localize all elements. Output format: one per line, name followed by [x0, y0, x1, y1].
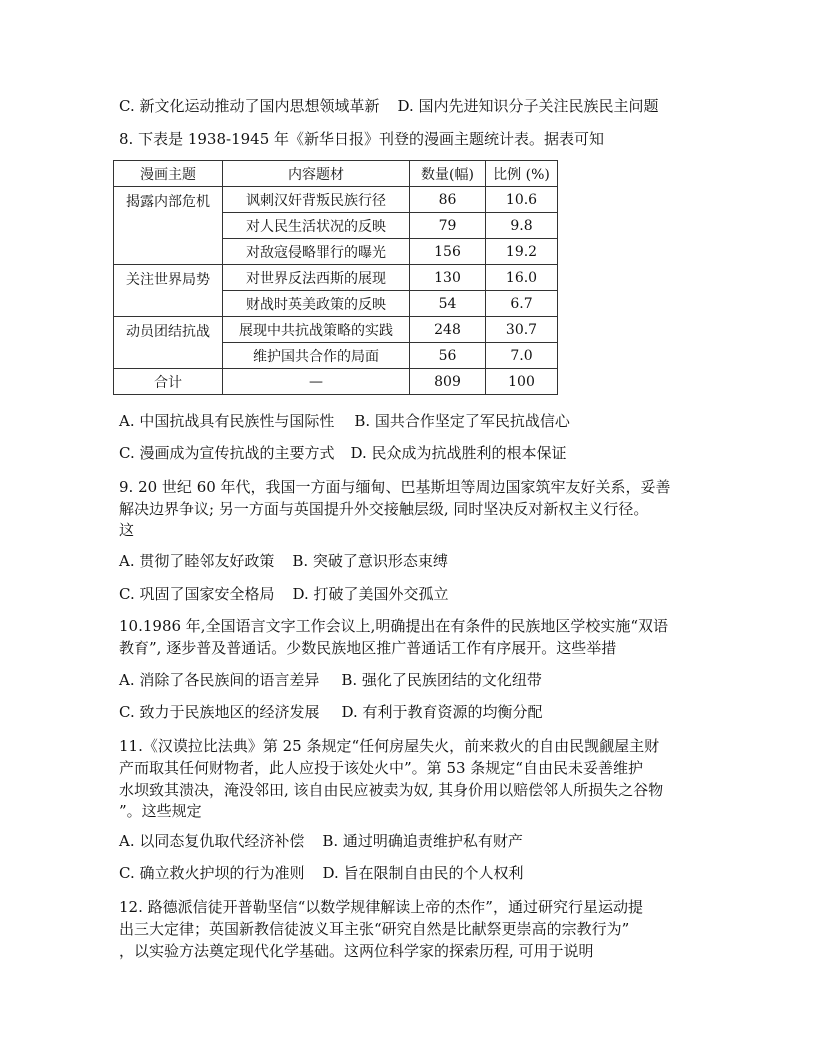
q8-option-b[interactable]: B. 国共合作坚定了军民抗战信心 [354, 412, 570, 430]
q9-stem-line: 解决边界争议; 另一方面与英国提升外交接触层级, 同时坚决反对新权主义行径。 [119, 500, 649, 518]
header-theme: 漫画主题 [114, 161, 223, 187]
count-cell: 54 [410, 291, 486, 317]
content-cell: 对世界反法西斯的展现 [223, 265, 410, 291]
ratio-cell: 9.8 [486, 213, 558, 239]
total-count: 809 [410, 369, 486, 395]
header-content: 内容题材 [223, 161, 410, 187]
content-cell: 讽刺汉奸背叛民族行径 [223, 187, 410, 213]
q8-option-d[interactable]: D. 民众成为抗战胜利的根本保证 [350, 444, 567, 462]
ratio-cell: 6.7 [486, 291, 558, 317]
header-count: 数量(幅) [410, 161, 486, 187]
q11-option-d[interactable]: D. 旨在限制自由民的个人权利 [322, 864, 524, 882]
header-ratio: 比例 (%) [486, 161, 558, 187]
q10-options-cd [119, 701, 543, 723]
q7-option-c[interactable]: C. 新文化运动推动了国内思想领域革新 [119, 97, 380, 115]
q10-option-a[interactable]: A. 消除了各民族间的语言差异 [119, 671, 320, 689]
q12-stem-line: 12. 路德派信徒开普勒坚信“以数学规律解读上帝的杰作”，通过研究行星运动提 [119, 898, 643, 916]
q8-option-c[interactable]: C. 漫画成为宣传抗战的主要方式 [119, 444, 335, 462]
content-cell: 维护国共合作的局面 [223, 343, 410, 369]
q11-stem-line: 产而取其任何财物者，此人应投于该处火中”。第 53 条规定“自由民未妥善维护 [119, 759, 643, 777]
theme-cell: 揭露内部危机 [114, 187, 223, 265]
table-row [114, 317, 558, 343]
table-row [114, 265, 558, 291]
q10-option-c[interactable]: C. 致力于民族地区的经济发展 [119, 703, 320, 721]
q9-option-c[interactable]: C. 巩固了国家安全格局 [119, 585, 275, 603]
content-cell: 对敌寇侵略罪行的曝光 [223, 239, 410, 265]
q10-option-b[interactable]: B. 强化了民族团结的文化纽带 [341, 671, 542, 689]
q10-option-d[interactable]: D. 有利于教育资源的均衡分配 [341, 703, 543, 721]
q11-option-b[interactable]: B. 通过明确追责维护私有财产 [322, 832, 523, 850]
ratio-cell: 16.0 [486, 265, 558, 291]
content-cell: 对人民生活状况的反映 [223, 213, 410, 239]
q8-stem: 8. 下表是 1938-1945 年《新华日报》刊登的漫画主题统计表。据表可知 [119, 130, 605, 148]
q11-stem-line: ”。这些规定 [119, 802, 202, 820]
q9-options-cd [119, 583, 449, 605]
table-total-row [114, 369, 558, 395]
q10-options-ab [119, 669, 542, 691]
count-cell: 56 [410, 343, 486, 369]
q11-options-cd [119, 862, 524, 884]
count-cell: 79 [410, 213, 486, 239]
content-cell: 展现中共抗战策略的实践 [223, 317, 410, 343]
q9-options-ab [119, 550, 448, 572]
ratio-cell: 7.0 [486, 343, 558, 369]
q8-options-cd [119, 442, 567, 464]
q7-options-cd [119, 95, 659, 117]
table-header-row [114, 161, 558, 187]
total-label: 合计 [114, 369, 223, 395]
theme-cell: 关注世界局势 [114, 265, 223, 317]
count-cell: 248 [410, 317, 486, 343]
q9-option-a[interactable]: A. 贯彻了睦邻友好政策 [119, 552, 275, 570]
total-ratio: 100 [486, 369, 558, 395]
q9-stem-line: 这 [119, 521, 135, 539]
q12-stem-line: ，以实验方法奠定现代化学基础。这两位科学家的探索历程, 可用于说明 [119, 942, 594, 960]
q8-options-ab [119, 410, 570, 432]
count-cell: 130 [410, 265, 486, 291]
q10-stem-line: 教育”, 逐步普及普通话。少数民族地区推广普通话工作有序展开。这些举措 [119, 639, 617, 657]
q8-option-a[interactable]: A. 中国抗战具有民族性与国际性 [119, 412, 335, 430]
q11-option-a[interactable]: A. 以同态复仇取代经济补偿 [119, 832, 305, 850]
total-content: — [223, 369, 410, 395]
content-cell: 财战时英美政策的反映 [223, 291, 410, 317]
q11-stem-line: 11.《汉谟拉比法典》第 25 条规定“任何房屋失火，前来救火的自由民觊觎屋主财 [119, 737, 660, 755]
q9-stem-line: 9. 20 世纪 60 年代，我国一方面与缅甸、巴基斯坦等周边国家筑牢友好关系，妥善 [119, 478, 671, 496]
q11-stem-line: 水坝致其溃决，淹没邻田, 该自由民应被卖为奴, 其身价用以赔偿邻人所损失之谷物 [119, 781, 664, 799]
q7-option-d[interactable]: D. 国内先进知识分子关注民族民主问题 [397, 97, 659, 115]
q11-option-c[interactable]: C. 确立救火护坝的行为准则 [119, 864, 305, 882]
q9-option-d[interactable]: D. 打破了美国外交孤立 [292, 585, 449, 603]
q10-stem-line: 10.1986 年,全国语言文字工作会议上,明确提出在有条件的民族地区学校实施“双语 [119, 617, 669, 635]
comic-theme-table [113, 160, 558, 395]
ratio-cell: 30.7 [486, 317, 558, 343]
count-cell: 86 [410, 187, 486, 213]
q12-stem-line: 出三大定律；英国新教信徒波义耳主张“研究自然是比献祭更崇高的宗教行为” [119, 920, 630, 938]
table-row [114, 187, 558, 213]
theme-cell: 动员团结抗战 [114, 317, 223, 369]
ratio-cell: 10.6 [486, 187, 558, 213]
ratio-cell: 19.2 [486, 239, 558, 265]
q9-option-b[interactable]: B. 突破了意识形态束缚 [292, 552, 448, 570]
q11-options-ab [119, 830, 523, 852]
count-cell: 156 [410, 239, 486, 265]
